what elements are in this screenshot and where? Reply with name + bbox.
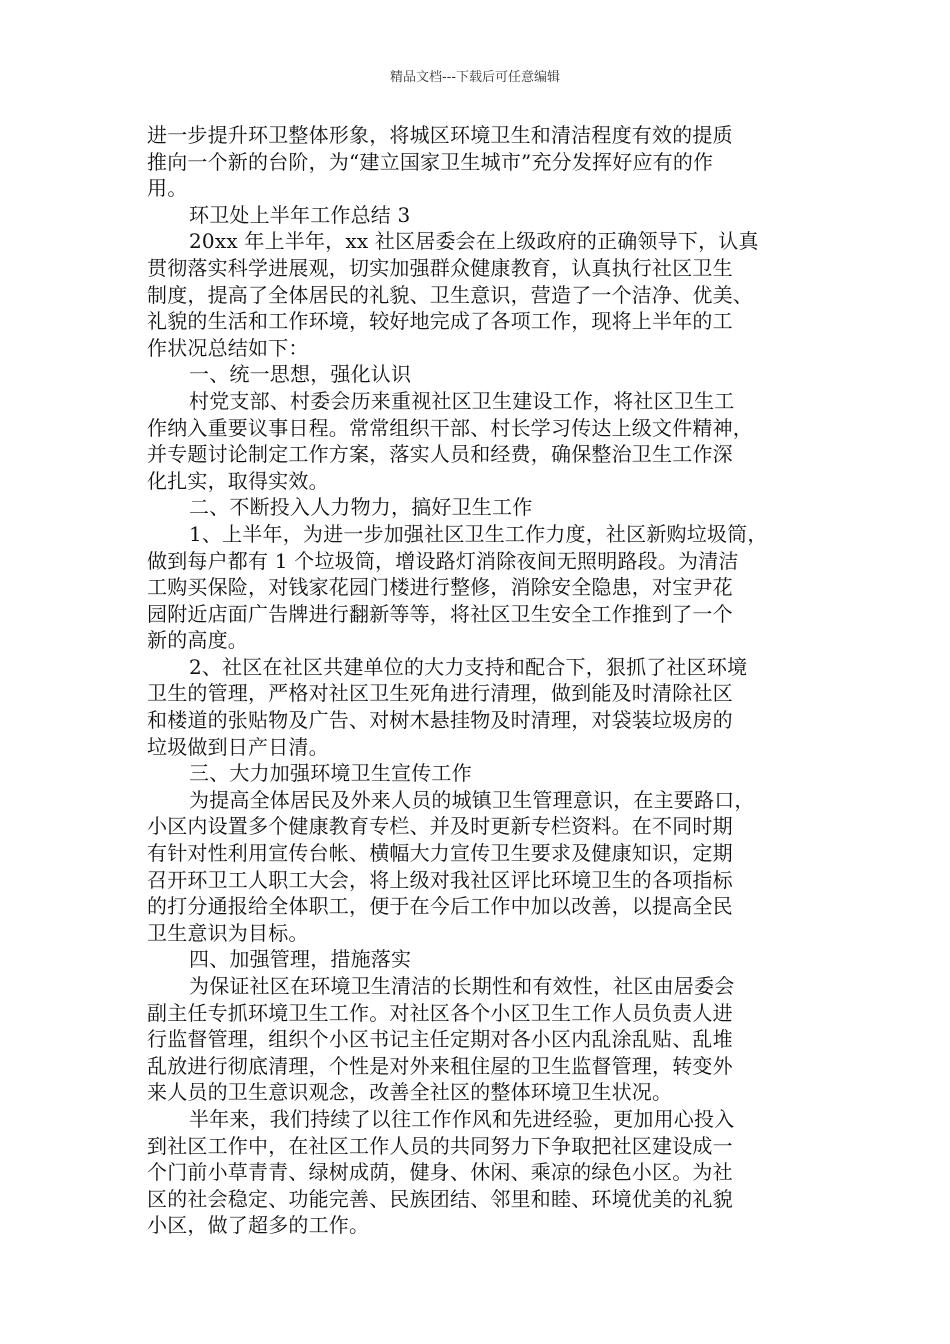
paragraph-line: 行监督管理，组织个小区书记主任定期对各小区内乱涂乱贴、乱堆: [147, 1027, 733, 1052]
paragraph-line-indented: 三、大力加强环境卫生宣传工作: [189, 761, 472, 786]
paragraph-line-indented: 二、不断投入人力物力，搞好卫生工作: [189, 495, 533, 520]
paragraph-line: 作状况总结如下：: [147, 335, 309, 360]
paragraph-line: 副主任专抓环境卫生工作。对社区各个小区卫生工作人员负责人进: [147, 1000, 733, 1025]
paragraph-line-indented: 为保证社区在环境卫生清洁的长期性和有效性，社区由居委会: [189, 974, 735, 998]
paragraph-line-indented: 为提高全体居民及外来人员的城镇卫生管理意识，在主要路口，: [189, 787, 755, 812]
paragraph-line-indented: 四、加强管理，措施落实: [189, 947, 412, 972]
paragraph-line: 制度，提高了全体居民的礼貌、卫生意识，营造了一个洁净、优美、: [147, 282, 753, 307]
paragraph-line: 有针对性利用宣传台帐、横幅大力宣传卫生要求及健康知识，定期: [147, 841, 733, 866]
paragraph-line: 区的社会稳定、功能完善、民族团结、邻里和睦、环境优美的礼貌: [147, 1186, 733, 1211]
paragraph-line: 的打分通报给全体职工，便于在今后工作中加以改善，以提高全民: [147, 894, 733, 919]
paragraph-line: 到社区工作中，在社区工作人员的共同努力下争取把社区建设成一: [147, 1133, 733, 1158]
paragraph-line-indented: 1、上半年，为进一步加强社区卫生工作力度，社区新购垃圾筒，: [189, 521, 768, 546]
paragraph-line: 推向一个新的台阶，为“建立国家卫生城市”充分发挥好应有的作: [147, 149, 714, 174]
paragraph-line-indented: 村党支部、村委会历来重视社区卫生建设工作，将社区卫生工: [189, 388, 735, 413]
paragraph-line: 卫生意识为目标。: [147, 920, 309, 945]
paragraph-line: 并专题讨论制定工作方案，落实人员和经费，确保整治卫生工作深: [147, 442, 733, 467]
paragraph-line: 贯彻落实科学进展观，切实加强群众健康教育，认真执行社区卫生: [147, 255, 733, 280]
paragraph-line-indented: 半年来，我们持续了以往工作作风和先进经验，更加用心投入: [189, 1106, 735, 1131]
paragraph-line-indented: 2、社区在社区共建单位的大力支持和配合下，狠抓了社区环境: [189, 654, 748, 679]
paragraph-line: 和楼道的张贴物及广告、对树木悬挂物及时清理，对袋装垃圾房的: [147, 708, 733, 733]
paragraph-line: 用。: [147, 176, 188, 201]
paragraph-line: 工购买保险，对钱家花园门楼进行整修，消除安全隐患，对宝尹花: [147, 575, 733, 600]
paragraph-line: 礼貌的生活和工作环境，较好地完成了各项工作，现将上半年的工: [147, 309, 733, 334]
paragraph-line: 作纳入重要议事日程。常常组织干部、村长学习传达上级文件精神，: [147, 415, 753, 440]
paragraph-line: 新的高度。: [147, 628, 248, 653]
paragraph-line-indented: 环卫处上半年工作总结 3: [189, 202, 411, 227]
paragraph-line: 进一步提升环卫整体形象，将城区环境卫生和清洁程度有效的提质: [147, 123, 733, 147]
paragraph-line: 化扎实，取得实效。: [147, 468, 329, 493]
paragraph-line: 垃圾做到日产日清。: [147, 734, 329, 759]
paragraph-line: 来人员的卫生意识观念，改善全社区的整体环境卫生状况。: [147, 1080, 673, 1105]
document-body: [147, 122, 811, 1239]
paragraph-line-indented: 一、统一思想，强化认识: [189, 362, 412, 387]
paragraph-line: 个门前小草青青、绿树成荫，健身、休闲、乘凉的绿色小区。为社: [147, 1160, 733, 1185]
paragraph-line: 做到每户都有 1 个垃圾筒，增设路灯消除夜间无照明路段。为清洁: [147, 548, 739, 573]
page-header: 精品文档---下载后可任意编辑: [389, 70, 561, 85]
paragraph-line: 卫生的管理，严格对社区卫生死角进行清理，做到能及时清除社区: [147, 681, 733, 706]
paragraph-line: 小区内设置多个健康教育专栏、并及时更新专栏资料。在不同时期: [147, 814, 733, 839]
paragraph-line-indented: 20xx 年上半年，xx 社区居委会在上级政府的正确领导下，认真: [189, 229, 759, 254]
paragraph-line: 园附近店面广告牌进行翻新等等，将社区卫生安全工作推到了一个: [147, 601, 733, 626]
paragraph-line: 小区，做了超多的工作。: [147, 1213, 370, 1238]
paragraph-line: 乱放进行彻底清理，个性是对外来租住屋的卫生监督管理，转变外: [147, 1053, 733, 1078]
paragraph-line: 召开环卫工人职工大会，将上级对我社区评比环境卫生的各项指标: [147, 867, 733, 892]
